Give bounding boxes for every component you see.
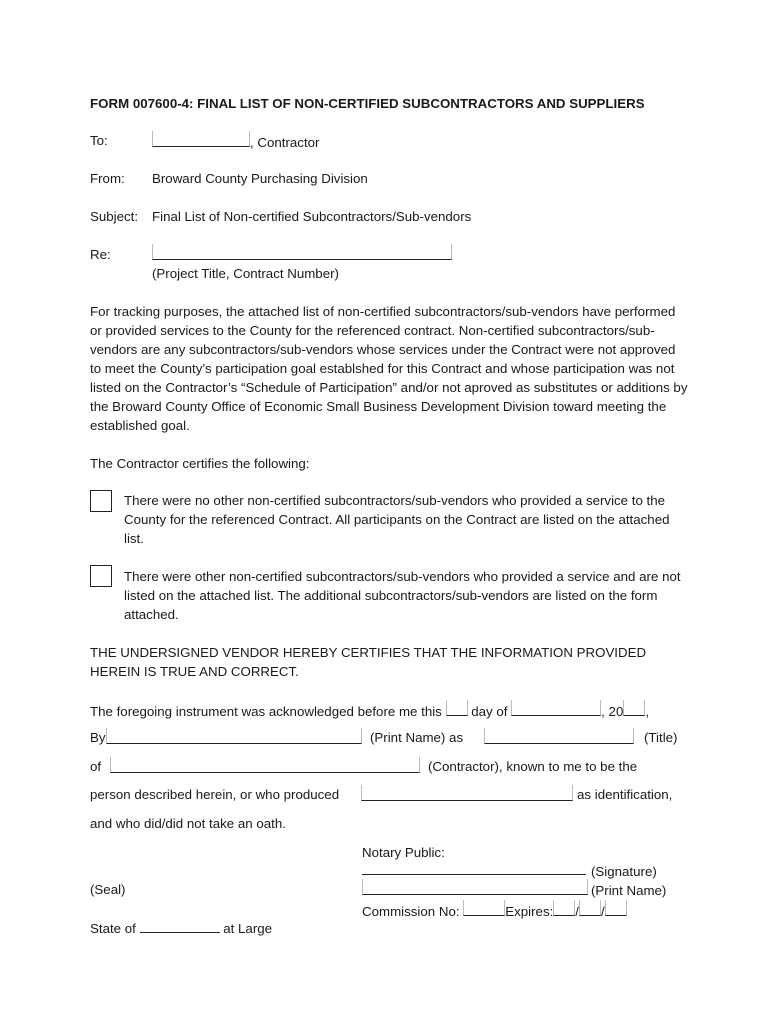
project-title-field[interactable]: [152, 244, 452, 260]
ack-day-label: day of: [471, 704, 508, 719]
expires-slash-2: /: [601, 904, 605, 919]
state-field[interactable]: [140, 918, 220, 933]
as-identification: as identification,: [577, 787, 673, 802]
print-name-as: (Print Name) as: [370, 730, 464, 745]
oath-line: and who did/did not take an oath.: [90, 816, 286, 831]
signature-field-wrap: [362, 860, 586, 880]
notary-print-name-field[interactable]: [362, 879, 588, 895]
option-no-other-text: There were no other non-certified subcontractors/sub-vendors who provided a service to the County for the referenced Contract. All participants on the Contract are listed on the attached list.: [124, 493, 670, 546]
notary-public-label: Notary Public:: [362, 845, 445, 860]
identification-field[interactable]: [361, 785, 573, 801]
contractor-known: (Contractor), known to me to be the: [428, 759, 638, 774]
form-title: FORM 007600-4: FINAL LIST OF NON-CERTIFIED SUBCONTRACTORS AND SUPPLIERS: [90, 96, 645, 111]
to-row: [152, 131, 319, 152]
expires-slash-1: /: [575, 904, 579, 919]
by-label: By: [90, 730, 106, 745]
of-label: of: [90, 759, 102, 774]
commission-label: Commission No:: [362, 904, 460, 919]
to-suffix: , Contractor: [250, 135, 320, 150]
re-label: Re:: [90, 247, 111, 262]
ack-month-field[interactable]: [511, 700, 601, 716]
option-no-other-checkbox[interactable]: [90, 490, 112, 512]
re-caption: (Project Title, Contract Number): [152, 266, 339, 281]
from-label: From:: [90, 171, 125, 186]
expires-month-field[interactable]: [553, 900, 575, 916]
subject-label: Subject:: [90, 209, 139, 224]
commission-line: [362, 900, 627, 921]
contractor-name-field[interactable]: [152, 131, 250, 147]
title-field[interactable]: [484, 728, 634, 744]
certification-statement: THE UNDERSIGNED VENDOR HEREBY CERTIFIES THAT THE INFORMATION PROVIDED HEREIN IS TRUE AND CORRECT.: [90, 645, 647, 679]
to-label: To:: [90, 133, 108, 148]
from-value: Broward County Purchasing Division: [152, 171, 368, 186]
by-name-field[interactable]: [106, 728, 362, 744]
ack-line: [90, 700, 649, 721]
ack-day-field[interactable]: [446, 700, 468, 716]
ack-year-field[interactable]: [623, 700, 645, 716]
by-field-wrap: [106, 728, 362, 749]
ack-prefix: The foregoing instrument was acknowledged before me this: [90, 704, 442, 719]
seal-label: (Seal): [90, 882, 126, 897]
signature-label: (Signature): [591, 864, 657, 879]
signature-field[interactable]: [362, 860, 586, 875]
re-row: [152, 244, 452, 265]
intro-paragraph: For tracking purposes, the attached list of non-certified subcontractors/sub-vendors have performed or provided services to the County for the referenced contract. Non-certified subcontractors/sub-vendors are any subcontractors/sub-vendors whose services under the Contract were not approved to meet the County’s participation goal establshed for this Contract and whose participation was not listed on the Contractor’s “Schedule of Participation” and/or not aproved as substitutes or additions by the Broward County Office of Economic Small Business Development Division toward meeting the established goal.: [90, 304, 688, 433]
certifies-line: The Contractor certifies the following:: [90, 456, 310, 471]
title-field-wrap: [484, 728, 634, 749]
state-of-label: State of: [90, 921, 136, 936]
title-label: (Title): [644, 730, 678, 745]
state-line: [90, 918, 272, 938]
expires-year-field[interactable]: [605, 900, 627, 916]
expires-day-field[interactable]: [579, 900, 601, 916]
expires-label: Expires:: [505, 904, 554, 919]
identification-field-wrap: [361, 785, 573, 806]
option-other-text: There were other non-certified subcontractors/sub-vendors who provided a service and are not listed on the attached list. The additional subcontractors/sub-vendors are listed on the form attached.: [124, 569, 681, 622]
commission-number-field[interactable]: [463, 900, 505, 916]
print-name-field-wrap: [362, 879, 588, 900]
print-name-label: (Print Name): [591, 883, 667, 898]
at-large-label: at Large: [223, 921, 273, 936]
ack-year-label: , 20: [601, 704, 624, 719]
ack-end: ,: [645, 704, 650, 719]
person-described: person described herein, or who produced: [90, 787, 340, 802]
of-field-wrap: [110, 757, 420, 778]
contractor-field[interactable]: [110, 757, 420, 773]
option-other-checkbox[interactable]: [90, 565, 112, 587]
subject-value: Final List of Non-certified Subcontractors/Sub-vendors: [152, 209, 472, 224]
